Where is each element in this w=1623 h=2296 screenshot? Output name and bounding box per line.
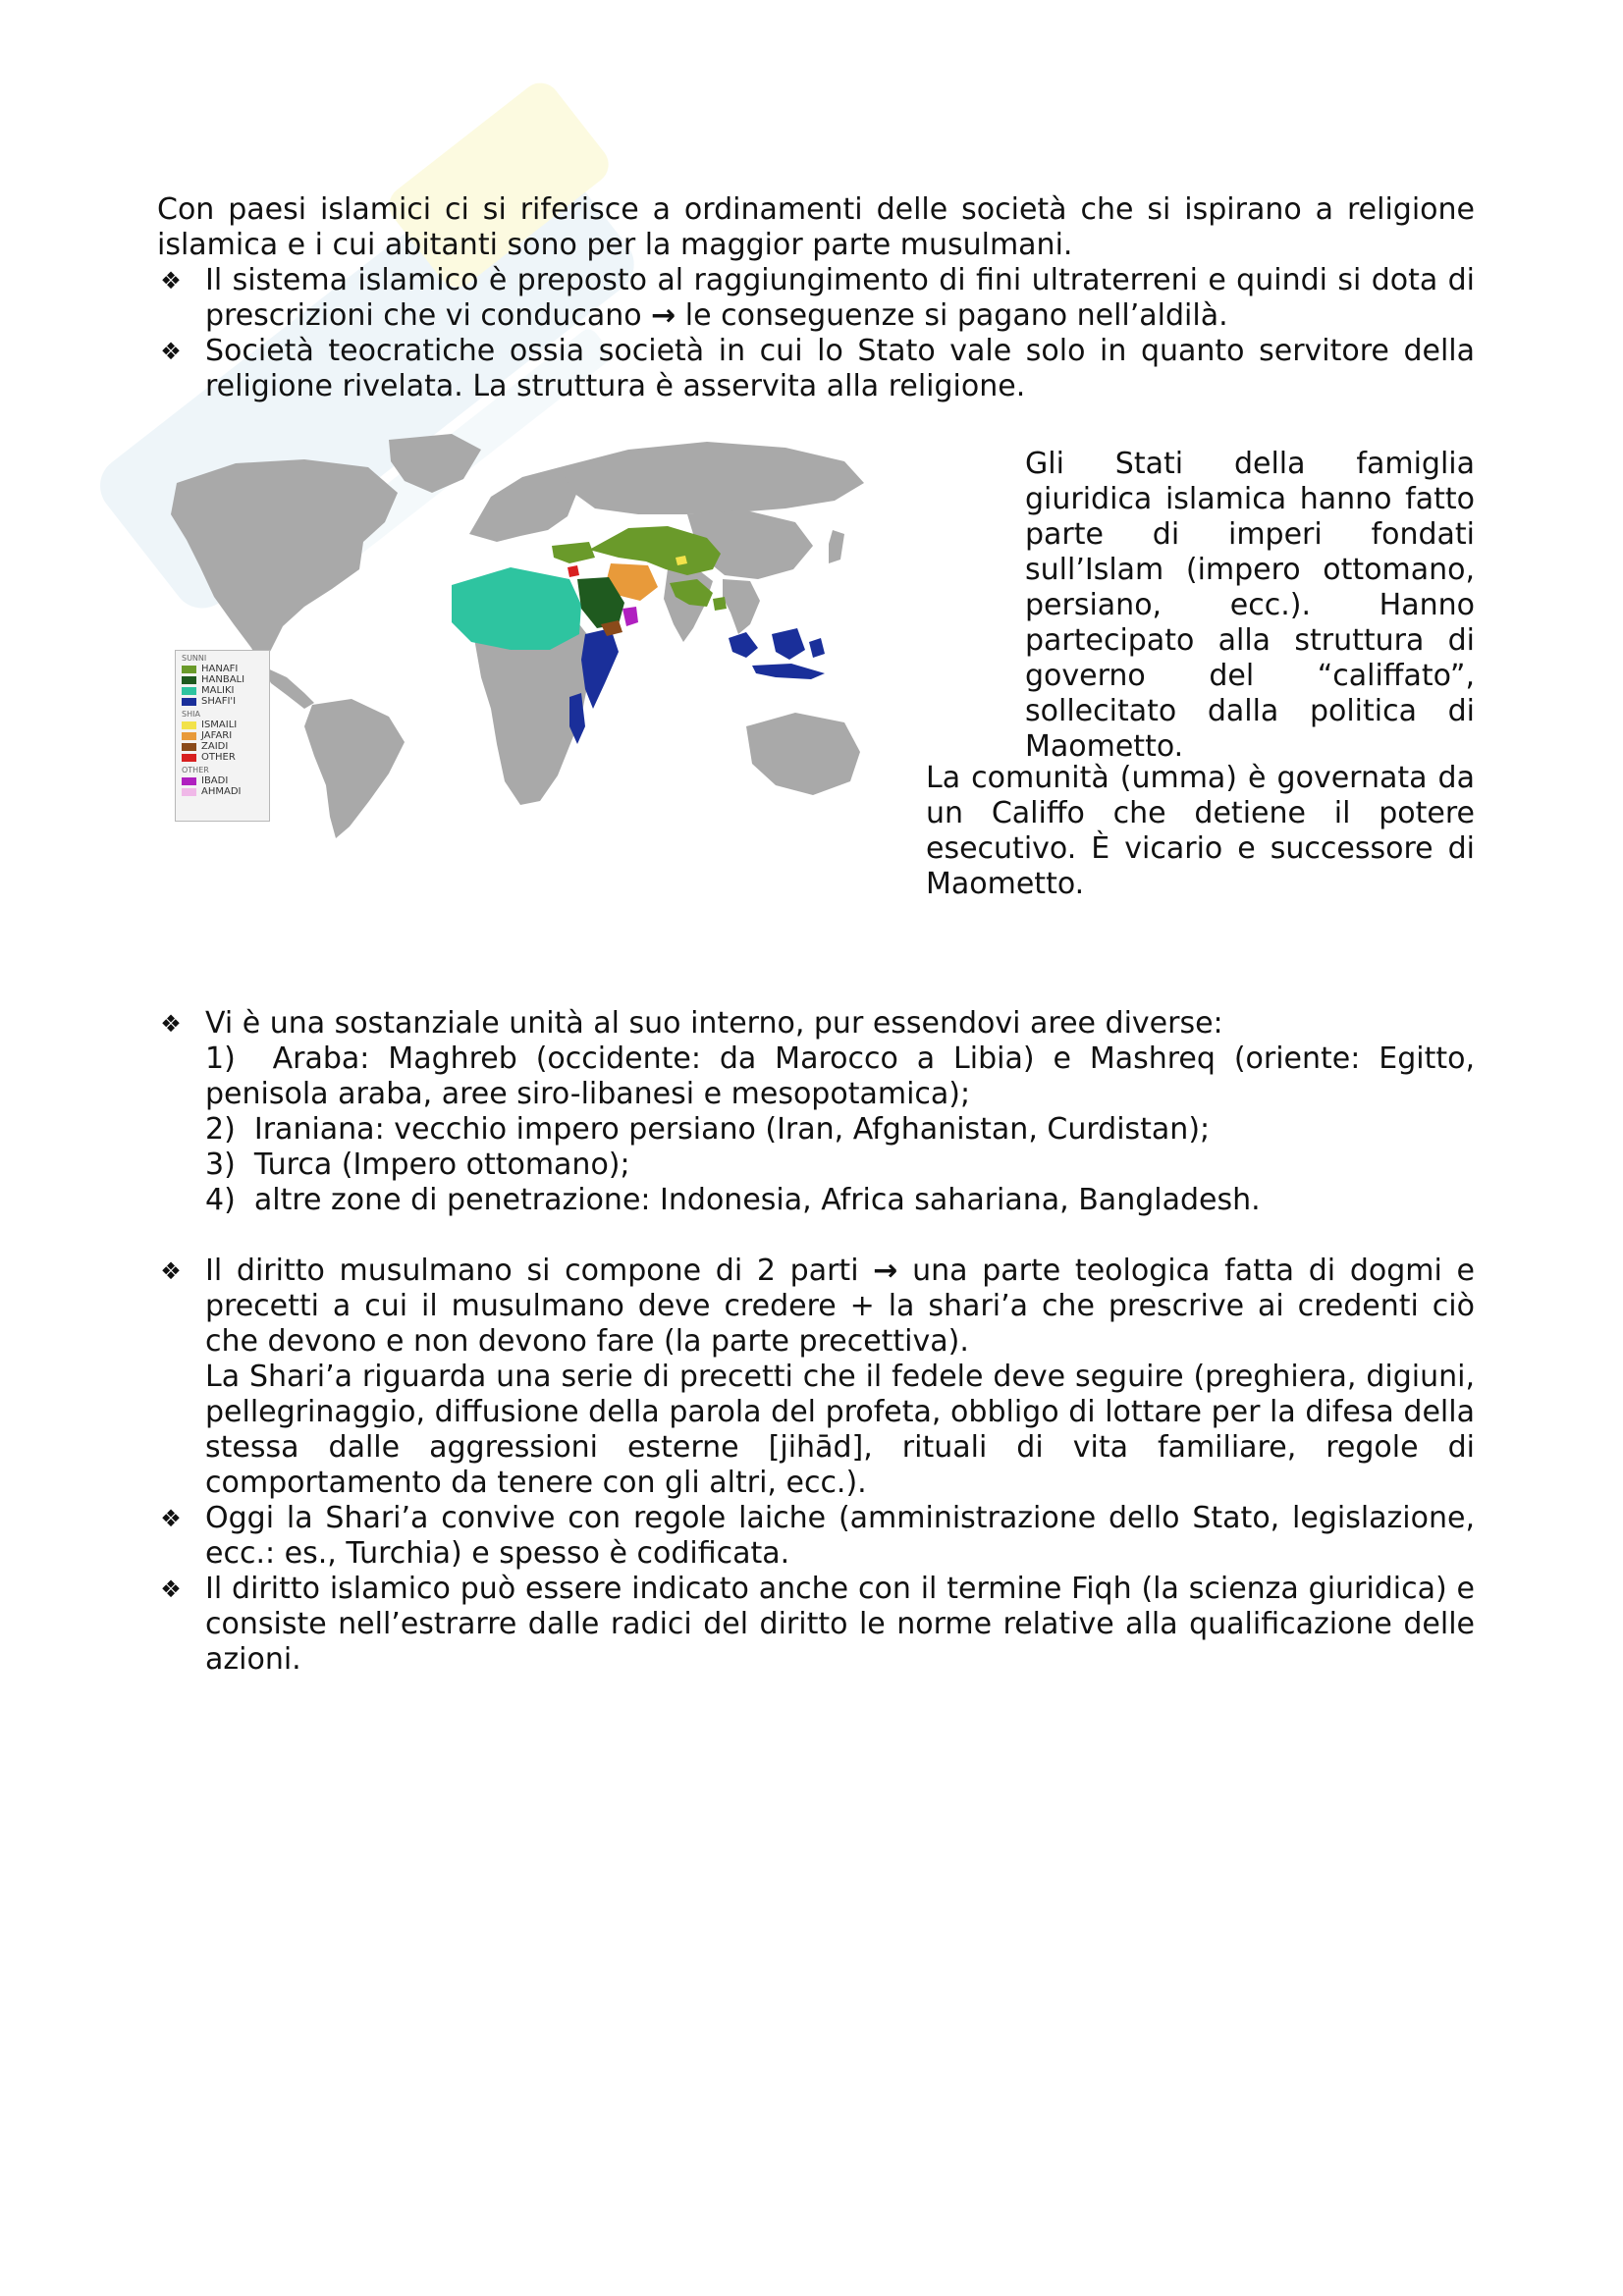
legend-item [182,742,269,752]
bullet-item [157,1572,1475,1678]
list-number: 2) [205,1112,236,1147]
list-item [205,1148,1475,1183]
legend-label: ZAIDI [201,741,229,752]
list-item [205,1112,1475,1148]
list-number: 4) [205,1183,236,1217]
diamond-bullet-icon: ❖ [160,1505,182,1532]
bullet-text: Il sistema islamico è preposto al raggiungimento di fini ultraterreni e quindi si dota di prescrizioni che vi conducano [205,263,1475,333]
legend-label: ISMAILI [201,720,238,730]
diamond-bullet-icon: ❖ [160,267,182,294]
bullet-text: Vi è una sostanziale unità al suo interno, pur essendovi aree diverse: [205,1006,1223,1041]
map-land [389,434,481,493]
region-ibadi [622,607,638,626]
legend-item [182,753,269,763]
law-section [157,1254,1475,1678]
areas-list [205,1041,1475,1218]
region-maliki [452,567,581,650]
areas-section [157,1006,1475,1218]
region-shafii [581,628,619,709]
bullet-text: una parte teologica fatta di dogmi e precetti a cui il musulmano deve credere + la shari’a che prescrive ai credenti ciò che devono e non devono fare (la parte precettiva). [205,1254,1475,1359]
legend-swatch [182,754,196,762]
map-land [560,442,864,514]
map-land [171,459,398,666]
legend-label: SHAFI'I [201,696,237,707]
arrow-right-icon: → [873,1254,898,1288]
legend-swatch [182,743,196,751]
legend-swatch [182,721,196,729]
legend-item [182,697,269,707]
bullet-text: Oggi la Shari’a convive con regole laiche (amministrazione dello Stato, legislazione, ecc.: es., Turchia) e spesso è codificata. [205,1501,1475,1571]
bullet-item [157,1006,1475,1218]
list-text: Turca (Impero ottomano); [253,1148,630,1182]
map-land [746,713,860,795]
bullet-text: Il diritto musulmano si compone di 2 parti [205,1254,874,1288]
list-item [205,1041,1475,1112]
legend-swatch [182,687,196,695]
region-hanafi [713,597,727,611]
region-shafii [772,628,805,660]
map-legend [175,650,270,822]
legend-item [182,731,269,741]
region-shafii [809,638,825,658]
list-number: 3) [205,1148,236,1182]
list-item [205,1183,1475,1218]
map-land [469,467,579,542]
diamond-bullet-icon: ❖ [160,1575,182,1603]
legend-item [182,665,269,674]
shari-a-paragraph: La Shari’a riguarda una serie di precetti che il fedele deve seguire (preghiera, digiuni, pellegrinaggio, diffusione della parola del profeta, obbligo di lottare per la difesa della stessa dalle aggressioni esterne [jihād], rituali di vita familiare, regole di comportamento da tenere con gli altri, ecc.). [205,1360,1475,1500]
region-other [568,565,579,577]
legend-item [182,721,269,730]
bullet-text: Società teocratiche ossia società in cui lo Stato vale solo in quanto servitore della religione rivelata. La struttura è asservita alla religione. [205,334,1475,403]
region-hanafi [552,542,595,563]
bullet-item [157,334,1475,404]
map-land [829,530,844,563]
diamond-bullet-icon: ❖ [160,1257,182,1285]
legend-label: HANAFI [201,664,239,674]
legend-swatch [182,732,196,740]
legend-item [182,787,269,797]
list-number: 1) [205,1041,236,1076]
list-text: Araba: Maghreb (occidente: da Marocco a Libia) e Mashreq (oriente: Egitto, penisola araba, aree siro-libanesi e mesopotamica); [205,1041,1476,1111]
legend-header-shia: SHIA [182,710,200,719]
list-text: altre zone di penetrazione: Indonesia, Africa sahariana, Bangladesh. [253,1183,1261,1217]
map-land [304,699,405,838]
list-text: Iraniana: vecchio impero persiano (Iran, Afghanistan, Curdistan); [253,1112,1211,1147]
legend-label: OTHER [201,752,236,763]
legend-swatch [182,698,196,706]
legend-label: JAFARI [201,730,233,741]
region-shafii [729,632,758,658]
legend-swatch [182,788,196,796]
legend-swatch [182,676,196,684]
caliph-paragraph: La comunità (umma) è governata da un Califfo che detiene il potere esecutivo. È vicario e successore di Maometto. [926,761,1475,901]
bullet-text: Il diritto islamico può essere indicato anche con il termine Fiqh (la scienza giuridica) e consiste nell’estrarre dalle radici del diritto le norme relative alla qualificazione delle azioni. [205,1572,1475,1677]
legend-item [182,686,269,696]
intro-section [157,192,1475,404]
diamond-bullet-icon: ❖ [160,338,182,365]
bullet-item [157,1501,1475,1572]
side-paragraph: Gli Stati della famiglia giuridica islamica hanno fatto parte di imperi fondati sull’Islam (impero ottomano, persiano, ecc.). Hanno partecipato alla struttura di governo del “califfato”, sollecitato dalla politica di Maometto. [1025,447,1475,764]
legend-item [182,776,269,786]
legend-label: AHMADI [201,786,242,797]
diamond-bullet-icon: ❖ [160,1010,182,1038]
legend-label: HANBALI [201,674,245,685]
bullet-item [157,263,1475,334]
map-land [723,579,760,634]
region-shafii [752,664,825,679]
legend-label: MALIKI [201,685,235,696]
legend-header-sunni: SUNNI [182,654,207,663]
legend-swatch [182,777,196,785]
legend-swatch [182,666,196,673]
legend-label: IBADI [201,775,229,786]
bullet-text: le conseguenze si pagano nell’aldilà. [676,298,1228,333]
bullet-item [157,1254,1475,1360]
intro-paragraph: Con paesi islamici ci si riferisce a ordinamenti delle società che si ispirano a religione islamica e i cui abitanti sono per la maggior parte musulmani. [157,192,1475,262]
arrow-right-icon: → [651,298,676,333]
legend-item [182,675,269,685]
legend-header-other: OTHER [182,766,209,774]
